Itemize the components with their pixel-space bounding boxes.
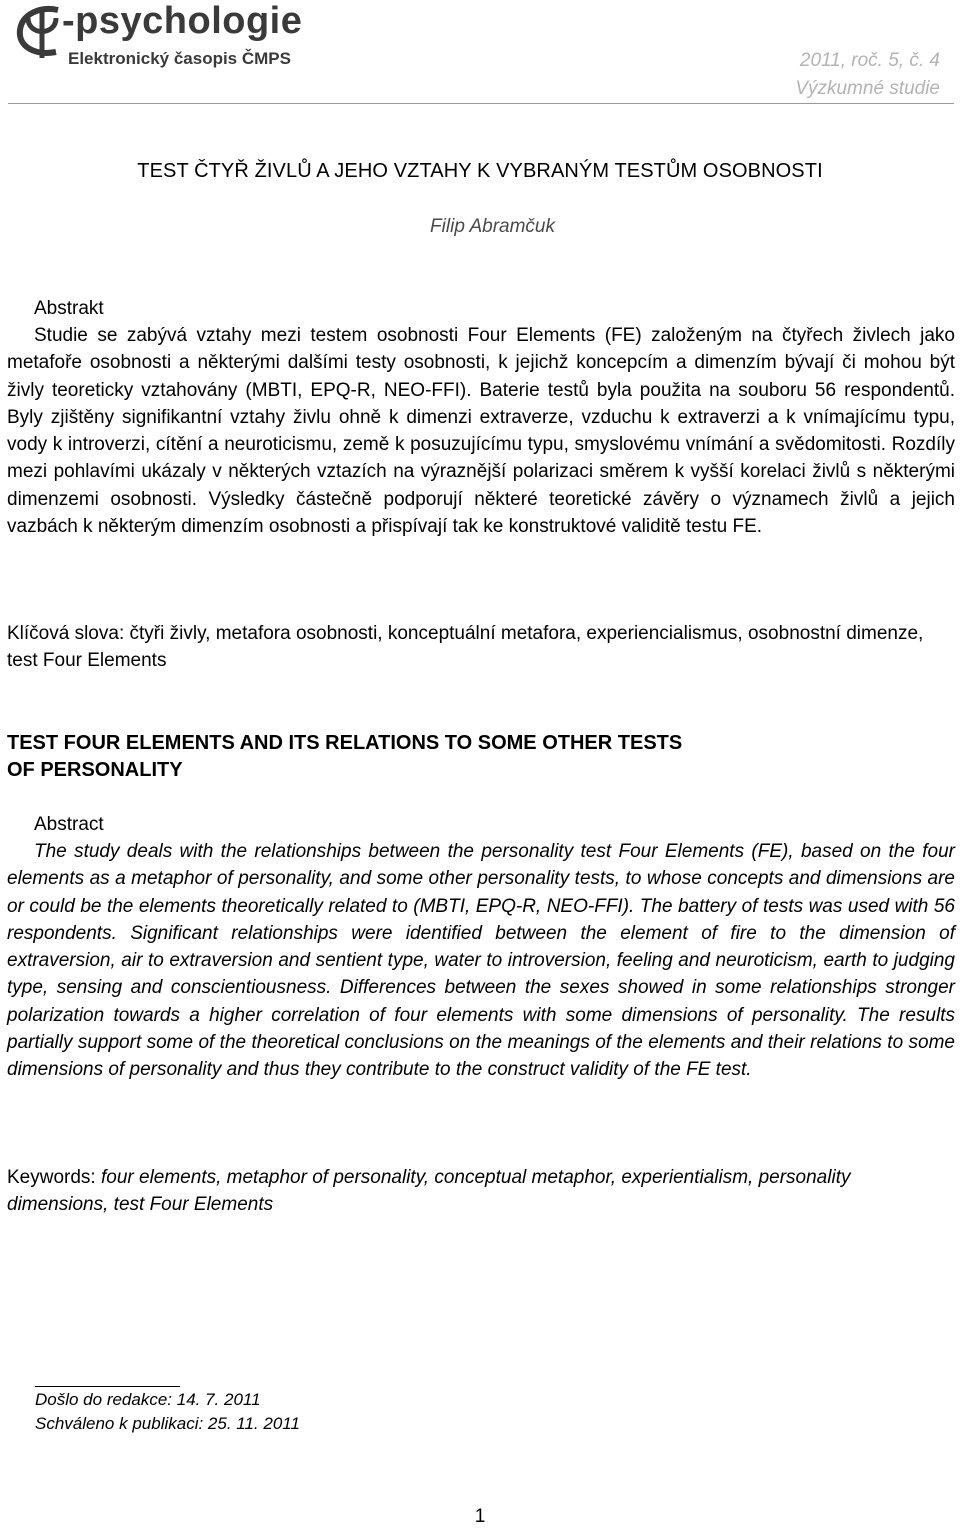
- abstract-cz: [7, 295, 955, 540]
- issue-number: 2011, roč. 5, č. 4: [799, 50, 940, 71]
- header-divider: [8, 103, 954, 104]
- author-name: Filip Abramčuk: [430, 216, 555, 237]
- keywords-en-text: four elements, metaphor of personality, conceptual metaphor, experientialism, personality dimensions, test Four Elements: [7, 1167, 851, 1216]
- footnote-divider: [35, 1386, 180, 1387]
- abstract-cz-text: Studie se zabývá vztahy mezi testem osobnosti Four Elements (FE) založeným na čtyřech živlech jako metafoře osobnosti a některými dalšími testy osobnosti, k jejichž koncepcím a dimenzím bývají či mohou být živly teoreticky vztahovány (MBTI, EPQ-R, NEO-FFI). Baterie testů byla použita na souboru 56 respondentů. Byly zjištěny signifikantní vztahy živlu ohně k dimenzi extraverze, vzduchu k extraverzi a k vnímajícímu typu, vody k introverzi, cítění a neuroticismu, země k posuzujícímu typu, smyslovému vnímání a svědomitosti. Rozdíly mezi pohlavími ukázaly v některých vztazích na výraznější polarizaci směrem k vyšší korelaci živlů s některými dimenzemi osobnosti. Výsledky částečně podporují některé teoretické závěry o významech živlů a jejich vazbách k některým dimenzím osobnosti a přispívají tak ke konstruktové validitě testu FE.: [7, 325, 955, 538]
- abstract-en-text: The study deals with the relationships between the personality test Four Elements (FE), based on the four elements as a metaphor of personality, and some other personality tests, to whose concepts and dimensions are or could be the elements theoretically related to (MBTI, EPQ-R, NEO-FFI). The battery of tests was used with 56 respondents. Significant relationships were identified between the element of fire to the dimension of extraversion, air to extraversion and sentient type, water to introversion, feeling and neuroticism, earth to judging type, sensing and conscientiousness. Differences between the sexes showed in some relationships stronger polarization towards a higher correlation of four elements with some dimensions of personality. The results partially support some of the theoretical conclusions on the meanings of the elements and their relations to some dimensions of personality and thus they contribute to the construct validity of the FE test.: [7, 841, 955, 1081]
- abstract-cz-heading: Abstrakt: [34, 298, 104, 319]
- article-title-en: [7, 730, 682, 784]
- keywords-cz: [7, 620, 955, 675]
- article-title-en-line2: OF PERSONALITY: [7, 759, 183, 781]
- abstract-en-heading: Abstract: [34, 814, 104, 835]
- keywords-cz-text: čtyři živly, metafora osobnosti, konceptuální metafora, experiencialismus, osobnostní dimenze, test Four Elements: [7, 623, 924, 672]
- issue-info: [795, 47, 940, 103]
- keywords-en-label: Keywords:: [7, 1167, 96, 1188]
- journal-logo: [10, 0, 355, 72]
- article-title-cz: TEST ČTYŘ ŽIVLŮ A JEHO VZTAHY K VYBRANÝM TESTŮM OSOBNOSTI: [137, 160, 823, 182]
- article-title-en-line1: TEST FOUR ELEMENTS AND ITS RELATIONS TO SOME OTHER TESTS: [7, 732, 683, 754]
- received-date: Došlo do redakce: 14. 7. 2011: [35, 1390, 261, 1409]
- logo-title: -psychologie: [62, 0, 303, 42]
- keywords-en: [7, 1164, 955, 1219]
- keywords-cz-label: Klíčová slova:: [7, 623, 125, 644]
- footnotes: [35, 1388, 300, 1436]
- logo-subtitle: Elektronický časopis ČMPS: [68, 49, 291, 68]
- abstract-en: [7, 811, 955, 1084]
- page-number: 1: [474, 1506, 486, 1527]
- accepted-date: Schváleno k publikaci: 25. 11. 2011: [35, 1414, 300, 1433]
- section-name: Výzkumné studie: [795, 78, 940, 99]
